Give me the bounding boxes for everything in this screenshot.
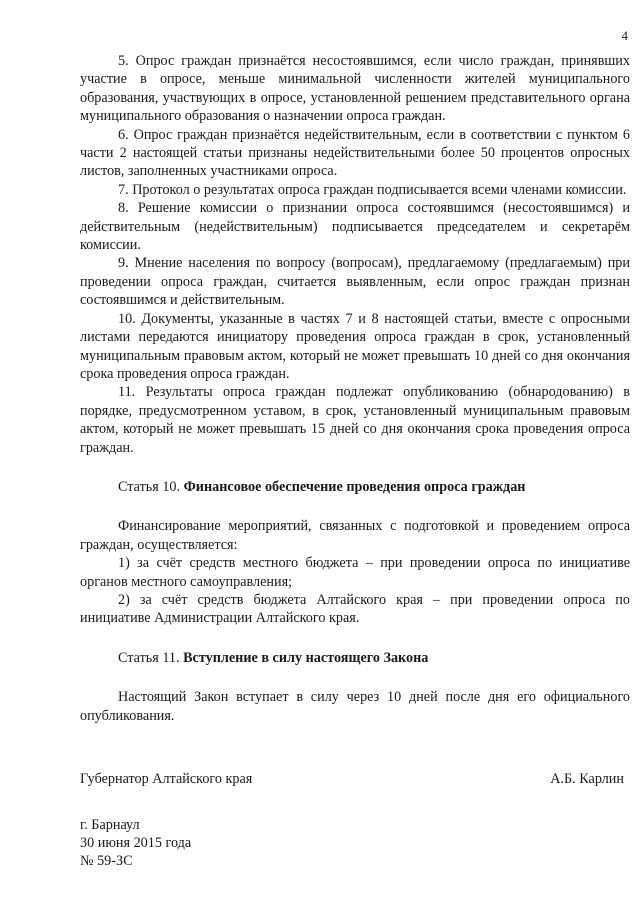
signatory-role: Губернатор Алтайского края: [80, 771, 253, 787]
article-10-heading: [80, 478, 630, 496]
paragraph-5: 5. Опрос граждан признаётся несостоявшимся, если число граждан, принявших участие в опросе, меньше минимальной численности жителей муниципального образования, участвующих в опросе, установленной решением представительного органа муниципального образования о назначении опроса граждан.: [80, 53, 630, 125]
article-10-item-2: 2) за счёт средств бюджета Алтайского края – при проведении опроса по инициативе Администрации Алтайского края.: [80, 591, 630, 627]
document-footer: [80, 816, 191, 871]
paragraph-10: 10. Документы, указанные в частях 7 и 8 настоящей статьи, вместе с опросными листами передаются инициатору проведения опроса граждан в срок, установленный муниципальным правовым актом, который не может превышать 10 дней со дня окончания срока проведения опроса граждан.: [80, 310, 630, 382]
paragraph-9: 9. Мнение населения по вопросу (вопросам), предлагаемому (предлагаемым) при проведении опроса граждан, считается выявленным, если опрос граждан признан состоявшимся и действительным.: [80, 255, 630, 309]
article-10-item-1: 1) за счёт средств местного бюджета – при проведении опроса по инициативе органов местного самоуправления;: [80, 555, 630, 590]
paragraph-8: 8. Решение комиссии о признании опроса состоявшимся (несостоявшимся) и действительным (недействительным) подписывается председателем и секретарём комиссии.: [80, 200, 630, 254]
article-11-heading: [80, 649, 630, 667]
article-10-intro: Финансирование мероприятий, связанных с подготовкой и проведением опроса граждан, осуществляется:: [80, 518, 630, 553]
paragraph-11: 11. Результаты опроса граждан подлежат опубликованию (обнародованию) в порядке, предусмотренном уставом, в срок, установленный муниципальным правовым актом, который не может превышать 15 дней со дня окончания срока проведения опроса граждан.: [80, 384, 630, 456]
article-10-title: Финансовое обеспечение проведения опроса граждан: [183, 478, 526, 495]
paragraph-6: 6. Опрос граждан признаётся недействительным, если в соответствии с пунктом 6 части 2 настоящей статьи признаны недействительными более 50 процентов опросных листов, заполненных участниками опроса.: [80, 126, 630, 180]
article-11-prefix: Статья 11.: [118, 649, 184, 666]
page-number: 4: [621, 28, 628, 43]
footer-number: № 59-ЗС: [80, 853, 133, 870]
footer-date: 30 июня 2015 года: [80, 835, 192, 852]
article-10-prefix: Статья 10.: [118, 478, 184, 495]
article-11-title: Вступление в силу настоящего Закона: [183, 649, 429, 666]
article-11-text: Настоящий Закон вступает в силу через 10 дней после дня его официального опубликования.: [80, 689, 630, 724]
footer-city: г. Барнаул: [80, 817, 140, 833]
paragraph-7: 7. Протокол о результатах опроса граждан подписывается всеми членами комиссии.: [118, 181, 627, 198]
signatory-name: А.Б. Карлин: [550, 771, 624, 787]
document-body: [80, 52, 630, 725]
